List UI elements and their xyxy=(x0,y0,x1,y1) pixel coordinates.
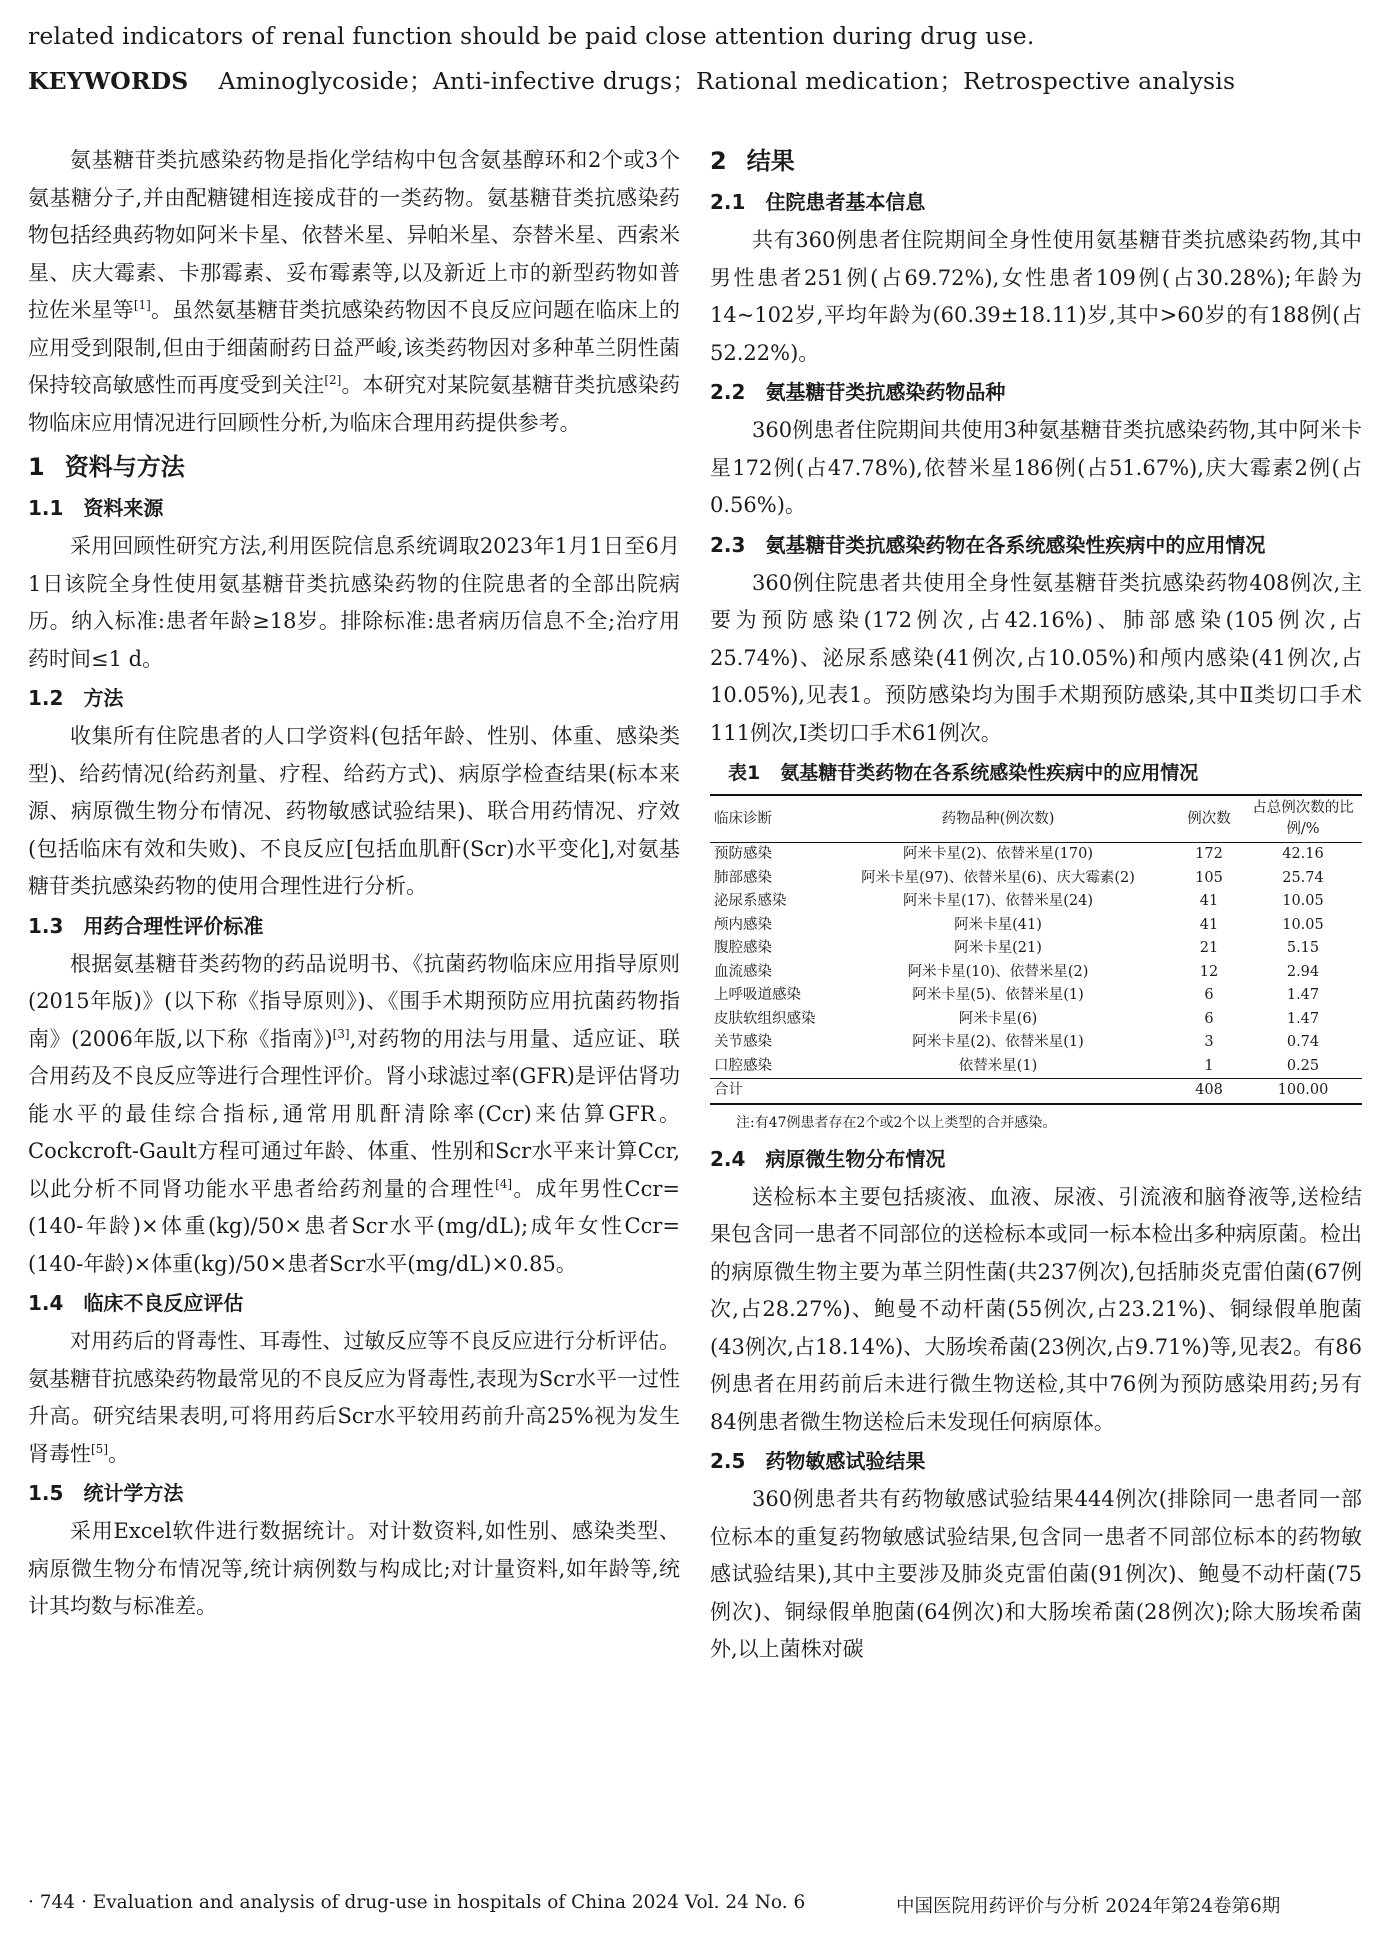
header-ratio: 占总例次数的比例/% xyxy=(1244,795,1362,843)
section-1-2-text: 收集所有住院患者的人口学资料(包括年龄、性别、体重、感染类型)、给药情况(给药剂量、疗程、给药方式)、病原学检查结果(标本来源、病原微生物分布情况、药物敏感试验结果)、联合用药情况、疗效(包括临床有效和失败)、不良反应[包括血肌酐(Scr)水平变化],对氨基糖苷类抗感染药物的使用合理性进行分析。 xyxy=(28,724,680,898)
drug-cell: 阿米卡星(6) xyxy=(958,1010,1038,1027)
section-1-1-text: 采用回顾性研究方法,利用医院信息系统调取2023年1月1日至6月1日该院全身性使用氨基糖苷类抗感染药物的住院患者的全部出院病历。纳入标准:患者年龄≥18岁。排除标准:患者病历信息不全;治疗用药时间≤1 d。 xyxy=(28,534,680,671)
count-cell: 21 xyxy=(1199,940,1219,956)
diagnosis-cell: 肺部感染 xyxy=(714,869,772,886)
diagnosis-cell: 关节感染 xyxy=(714,1034,772,1050)
ratio-cell: 25.74 xyxy=(1282,869,1324,886)
section-1-heading: 1 资料与方法 xyxy=(28,453,185,481)
table-row xyxy=(710,890,1362,914)
section-2-3-text: 360例住院患者共使用全身性氨基糖苷类抗感染药物408例次,主要为预防感染(172例次,占42.16%)、肺部感染(105例次,占25.74%)、泌尿系感染(41例次,占10.05%)和颅内感染(41例次,占10.05%),见表1。预防感染均为围手术期预防感染,其中Ⅱ类切口手术111例次,Ⅰ类切口手术61例次。 xyxy=(710,570,1362,745)
section-1-1-heading: 1.1 资料来源 xyxy=(28,496,164,520)
count-cell: 105 xyxy=(1195,869,1223,886)
section-2-5-heading: 2.5 药物敏感试验结果 xyxy=(710,1449,926,1473)
section-1-4-heading: 1.4 临床不良反应评估 xyxy=(28,1291,244,1315)
ratio-cell: 1.47 xyxy=(1286,987,1320,1003)
ratio-cell: 1.47 xyxy=(1286,1010,1320,1027)
total-label: 合计 xyxy=(710,1079,822,1104)
diagnosis-cell: 预防感染 xyxy=(714,846,772,862)
table-row xyxy=(710,937,1362,961)
ratio-cell: 42.16 xyxy=(1282,846,1324,862)
keywords-line xyxy=(28,62,1235,96)
drug-cell: 阿米卡星(5)、依替米星(1) xyxy=(912,987,1084,1003)
section-2-5-text: 360例患者共有药物敏感试验结果444例次(排除同一患者同一部位标本的重复药物敏感试验结果,包含同一患者不同部位标本的药物敏感试验结果),其中主要涉及肺炎克雷伯菌(91例次)、鲍曼不动杆菌(75例次)、铜绿假单胞菌(64例次)和大肠埃希菌(28例次);除大肠埃希菌外,以上菌株对碳 xyxy=(710,1487,1362,1661)
count-cell: 6 xyxy=(1204,1010,1214,1027)
total-drug xyxy=(822,1079,1174,1104)
citation-4: [4] xyxy=(495,1176,513,1191)
section-2-2-heading: 2.2 氨基糖苷类抗感染药物品种 xyxy=(710,380,1006,404)
count-cell: 41 xyxy=(1199,893,1219,909)
diagnosis-cell: 皮肤软组织感染 xyxy=(714,1010,816,1027)
left-column xyxy=(28,142,680,1626)
header-count: 例次数 xyxy=(1174,795,1244,843)
abstract-tail: related indicators of renal function should be paid close attention during drug use. xyxy=(28,22,1035,50)
footer-right: 中国医院用药评价与分析 2024年第24卷第6期 xyxy=(896,1896,1281,1917)
drug-cell: 阿米卡星(10)、依替米星(2) xyxy=(907,963,1089,980)
citation-3: [3] xyxy=(332,1026,350,1041)
drug-cell: 阿米卡星(41) xyxy=(954,916,1042,933)
right-column xyxy=(710,142,1362,1669)
keywords-label: KEYWORDS xyxy=(28,67,189,95)
diagnosis-cell: 泌尿系感染 xyxy=(714,893,787,909)
ratio-cell: 0.74 xyxy=(1286,1034,1320,1050)
diagnosis-cell: 腹腔感染 xyxy=(714,940,772,956)
citation-2: [2] xyxy=(324,373,342,387)
citation-5: [5] xyxy=(91,1441,108,1456)
header-diagnosis: 临床诊断 xyxy=(710,795,822,843)
drug-cell: 阿米卡星(2)、依替米星(170) xyxy=(902,846,1094,862)
table-total-row xyxy=(710,1079,1362,1104)
section-2-heading: 2 结果 xyxy=(710,147,795,175)
drug-cell: 依替米星(1) xyxy=(958,1057,1038,1074)
drug-cell: 阿米卡星(21) xyxy=(954,940,1042,956)
count-cell: 6 xyxy=(1204,987,1214,1003)
section-1-2-heading: 1.2 方法 xyxy=(28,686,124,710)
citation-1: [1] xyxy=(133,298,151,312)
total-count: 408 xyxy=(1174,1079,1244,1104)
section-1-3-text: 根据氨基糖苷类药物的药品说明书、《抗菌药物临床应用指导原则(2015年版)》(以下称《指导原则》)、《围手术期预防应用抗菌药物指南》(2006年版,以下称《指南》)[3],对药物的用法与用量、适应证、联合用药及不良反应等进行合理性评价。肾小球滤过率(GFR)是评估肾功能水平的最佳综合指标,通常用肌酐清除率(Ccr)来估算GFR。Cockcroft-Gault方程可通过年龄、体重、性别和Scr水平来计算Ccr,以此分析不同肾功能水平患者给药剂量的合理性[4]。成年男性Ccr=(140-年龄)×体重(kg)/50×患者Scr水平(mg/dL);成年女性Ccr=(140-年龄)×体重(kg)/50×患者Scr水平(mg/dL)×0.85。 xyxy=(28,951,680,1276)
ratio-cell: 10.05 xyxy=(1282,893,1324,909)
section-2-2-text: 360例患者住院期间共使用3种氨基糖苷类抗感染药物,其中阿米卡星172例(占47.78%),依替米星186例(占51.67%),庆大霉素2例(占0.56%)。 xyxy=(710,418,1362,517)
section-2-4-heading: 2.4 病原微生物分布情况 xyxy=(710,1146,946,1171)
drug-cell: 阿米卡星(97)、依替米星(6)、庆大霉素(2) xyxy=(861,869,1135,886)
diagnosis-cell: 颅内感染 xyxy=(714,916,772,933)
table-row xyxy=(710,961,1362,985)
count-cell: 12 xyxy=(1199,963,1219,980)
diagnosis-cell: 上呼吸道感染 xyxy=(714,987,801,1003)
table-row xyxy=(710,984,1362,1008)
count-cell: 3 xyxy=(1204,1034,1214,1050)
section-2-1-heading: 2.1 住院患者基本信息 xyxy=(710,190,926,214)
section-1-4-text: 对用药后的肾毒性、耳毒性、过敏反应等不良反应进行分析评估。氨基糖苷抗感染药物最常见的不良反应为肾毒性,表现为Scr水平一过性升高。研究结果表明,可将用药后Scr水平较用药前升高25%视为发生肾毒性[5]。 xyxy=(28,1329,680,1466)
header-drug: 药物品种(例次数) xyxy=(822,795,1174,843)
section-2-3-heading: 2.3 氨基糖苷类抗感染药物在各系统感染性疾病中的应用情况 xyxy=(710,532,1266,557)
diagnosis-cell: 口腔感染 xyxy=(714,1057,772,1074)
count-cell: 1 xyxy=(1204,1057,1214,1074)
count-cell: 172 xyxy=(1195,846,1223,862)
section-2-1-text: 共有360例患者住院期间全身性使用氨基糖苷类抗感染药物,其中男性患者251例(占69.72%),女性患者109例(占30.28%);年龄为14~102岁,平均年龄为(60.39±18.11)岁,其中>60岁的有188例(占52.22%)。 xyxy=(710,228,1362,365)
ratio-cell: 5.15 xyxy=(1286,940,1320,956)
drug-cell: 阿米卡星(2)、依替米星(1) xyxy=(912,1034,1084,1050)
table-1-note: 注:有47例患者存在2个或2个以上类型的合并感染。 xyxy=(736,1114,1057,1131)
ratio-cell: 2.94 xyxy=(1286,963,1320,980)
section-1-5-heading: 1.5 统计学方法 xyxy=(28,1481,184,1505)
table-1 xyxy=(710,794,1362,1105)
ratio-cell: 0.25 xyxy=(1286,1057,1320,1074)
count-cell: 41 xyxy=(1199,916,1219,933)
total-ratio: 100.00 xyxy=(1244,1079,1362,1104)
keywords-text: Aminoglycoside；Anti-infective drugs；Rational medication；Retrospective analysis xyxy=(218,67,1236,95)
table-row xyxy=(710,1055,1362,1079)
diagnosis-cell: 血流感染 xyxy=(714,963,772,980)
table-row xyxy=(710,1031,1362,1055)
intro-paragraph: 氨基糖苷类抗感染药物是指化学结构中包含氨基醇环和2个或3个氨基糖分子,并由配糖键相连接成苷的一类药物。氨基糖苷类抗感染药物包括经典药物如阿米卡星、依替米星、异帕米星、奈替米星、西索米星、庆大霉素、卡那霉素、妥布霉素等,以及新近上市的新型药物如普拉佐米星等[1]。虽然氨基糖苷类抗感染药物因不良反应问题在临床上的应用受到限制,但由于细菌耐药日益严峻,该类药物因对多种革兰阴性菌保持较高敏感性而再度受到关注[2]。本研究对某院氨基糖苷类抗感染药物临床应用情况进行回顾性分析,为临床合理用药提供参考。 xyxy=(28,148,681,435)
section-2-4-text: 送检标本主要包括痰液、血液、尿液、引流液和脑脊液等,送检结果包含同一患者不同部位的送检标本或同一标本检出多种病原菌。检出的病原微生物主要为革兰阴性菌(共237例次),包括肺炎克雷伯菌(67例次,占28.27%)、鲍曼不动杆菌(55例次,占23.21%)、铜绿假单胞菌(43例次,占18.14%)、大肠埃希菌(23例次,占9.71%)等,见表2。有86例患者在用药前后未进行微生物送检,其中76例为预防感染用药;另有84例患者微生物送检后未发现任何病原体。 xyxy=(710,1184,1362,1434)
table-row xyxy=(710,867,1362,891)
section-1-3-heading: 1.3 用药合理性评价标准 xyxy=(28,913,264,938)
table-row xyxy=(710,843,1362,867)
drug-cell: 阿米卡星(17)、依替米星(24) xyxy=(902,893,1094,909)
table-1-title: 表1 氨基糖苷类药物在各系统感染性疾病中的应用情况 xyxy=(728,762,1199,784)
footer-left: · 744 · Evaluation and analysis of drug-use in hospitals of China 2024 Vol. 24 No. 6 xyxy=(28,1892,806,1913)
table-row xyxy=(710,914,1362,938)
table-row xyxy=(710,1008,1362,1032)
table-header-row xyxy=(710,795,1362,843)
ratio-cell: 10.05 xyxy=(1282,916,1324,933)
section-1-5-text: 采用Excel软件进行数据统计。对计数资料,如性别、感染类型、病原微生物分布情况等,统计病例数与构成比;对计量资料,如年龄等,统计其均数与标准差。 xyxy=(28,1519,680,1618)
